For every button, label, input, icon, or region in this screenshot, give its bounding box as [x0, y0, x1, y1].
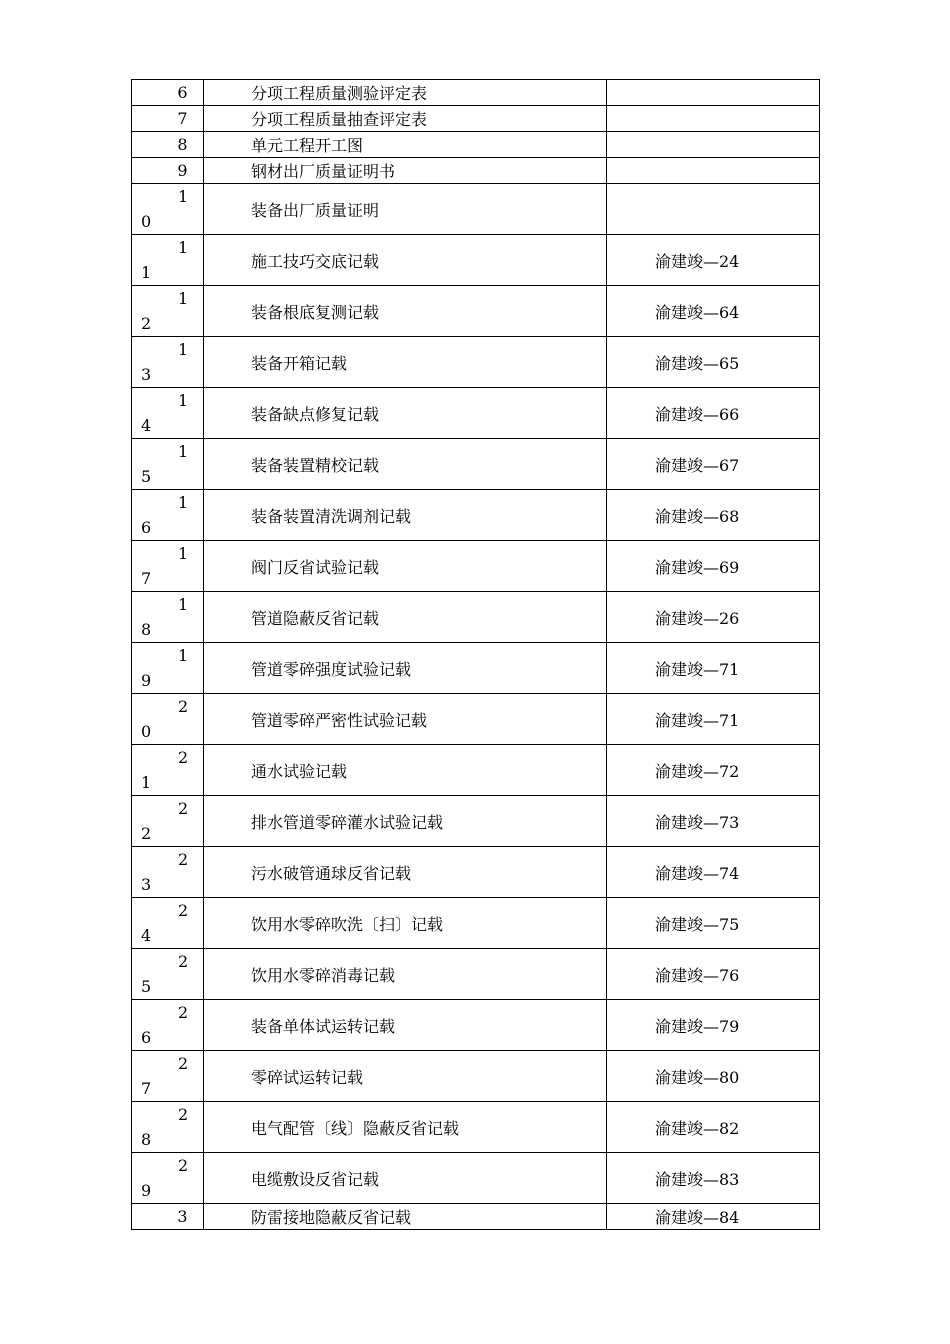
record-code: 渝建竣—71	[655, 710, 740, 730]
record-code-cell	[607, 286, 820, 337]
row-number-first-digit: 2	[178, 1054, 189, 1073]
record-name-cell	[204, 158, 607, 184]
row-number-cell	[132, 184, 204, 235]
record-name-cell	[204, 1051, 607, 1102]
record-code: 渝建竣—75	[655, 914, 740, 934]
row-number-first-digit: 2	[178, 850, 189, 869]
row-number-first-digit: 1	[178, 493, 189, 512]
row-number-cell	[132, 1051, 204, 1102]
record-code: 渝建竣—72	[655, 761, 740, 781]
row-number-cell	[132, 132, 204, 158]
row-number: 9	[177, 161, 188, 180]
row-number-cell	[132, 388, 204, 439]
row-number-second-digit: 2	[141, 824, 152, 843]
record-code-cell	[607, 439, 820, 490]
row-number: 6	[177, 83, 188, 102]
row-number-first-digit: 2	[178, 697, 189, 716]
row-number-cell	[132, 898, 204, 949]
row-number-cell	[132, 1102, 204, 1153]
row-number-first-digit: 1	[178, 391, 189, 410]
row-number-second-digit: 3	[141, 365, 152, 384]
record-name: 单元工程开工图	[251, 136, 364, 155]
record-name: 装备单体试运转记载	[251, 1016, 396, 1036]
table-row	[132, 490, 820, 541]
table-row	[132, 898, 820, 949]
row-number-cell	[132, 1153, 204, 1204]
table-row	[132, 745, 820, 796]
record-name: 饮用水零碎吹洗〔扫〕记载	[251, 914, 444, 934]
table-row	[132, 184, 820, 235]
row-number-second-digit: 4	[141, 926, 152, 945]
record-name-cell	[204, 388, 607, 439]
row-number-first-digit: 1	[178, 646, 189, 665]
record-name: 管道零碎严密性试验记载	[251, 710, 428, 730]
record-code-cell	[607, 1204, 820, 1230]
record-name-cell	[204, 1204, 607, 1230]
row-number-cell	[132, 235, 204, 286]
row-number-second-digit: 6	[141, 518, 152, 537]
record-name: 污水破管通球反省记载	[251, 863, 412, 883]
row-number-cell	[132, 490, 204, 541]
row-number-second-digit: 7	[141, 569, 152, 588]
record-code-cell	[607, 949, 820, 1000]
record-name-cell	[204, 490, 607, 541]
record-code: 渝建竣—73	[655, 812, 740, 832]
row-number-first-digit: 1	[178, 187, 189, 206]
record-code: 渝建竣—68	[655, 506, 740, 526]
row-number-first-digit: 1	[178, 340, 189, 359]
row-number-first-digit: 1	[178, 595, 189, 614]
record-code: 渝建竣—79	[655, 1016, 740, 1036]
record-name: 电气配管〔线〕隐蔽反省记载	[251, 1118, 460, 1138]
row-number-cell	[132, 847, 204, 898]
record-code: 渝建竣—65	[655, 353, 740, 373]
row-number-second-digit: 5	[141, 977, 152, 996]
record-code: 渝建竣—26	[655, 608, 740, 628]
row-number-cell	[132, 337, 204, 388]
row-number-first-digit: 2	[178, 799, 189, 818]
record-name: 分项工程质量测验评定表	[251, 84, 428, 103]
row-number-second-digit: 4	[141, 416, 152, 435]
row-number-cell	[132, 694, 204, 745]
row-number-second-digit: 8	[141, 1130, 152, 1149]
record-name: 管道隐蔽反省记载	[251, 608, 380, 628]
table-row	[132, 80, 820, 106]
record-code: 渝建竣—82	[655, 1118, 740, 1138]
record-code: 渝建竣—64	[655, 302, 740, 322]
row-number-second-digit: 1	[141, 773, 152, 792]
row-number-first-digit: 2	[178, 1156, 189, 1175]
record-code-cell	[607, 541, 820, 592]
table-row	[132, 592, 820, 643]
row-number: 8	[177, 135, 188, 154]
record-code-cell	[607, 490, 820, 541]
row-number-second-digit: 3	[141, 875, 152, 894]
row-number-second-digit: 6	[141, 1028, 152, 1047]
record-name-cell	[204, 439, 607, 490]
row-number-cell	[132, 80, 204, 106]
row-number: 3	[177, 1207, 188, 1226]
record-name-cell	[204, 643, 607, 694]
row-number-cell	[132, 286, 204, 337]
row-number-cell	[132, 106, 204, 132]
record-code: 渝建竣—24	[655, 251, 740, 271]
record-code: 渝建竣—83	[655, 1169, 740, 1189]
record-code: 渝建竣—80	[655, 1067, 740, 1087]
record-name: 施工技巧交底记载	[251, 251, 380, 271]
record-name-cell	[204, 1153, 607, 1204]
record-code-cell	[607, 745, 820, 796]
row-number-first-digit: 1	[178, 544, 189, 563]
record-code-cell	[607, 898, 820, 949]
record-name-cell	[204, 337, 607, 388]
table-row	[132, 106, 820, 132]
record-code-cell	[607, 80, 820, 106]
table-row	[132, 1153, 820, 1204]
table-row	[132, 1000, 820, 1051]
table-row	[132, 847, 820, 898]
record-code: 渝建竣—76	[655, 965, 740, 985]
row-number-second-digit: 7	[141, 1079, 152, 1098]
record-code-cell	[607, 643, 820, 694]
table-row	[132, 132, 820, 158]
record-name-cell	[204, 184, 607, 235]
row-number-cell	[132, 1000, 204, 1051]
record-code-cell	[607, 132, 820, 158]
record-name: 饮用水零碎消毒记载	[251, 965, 396, 985]
table-row	[132, 949, 820, 1000]
row-number: 7	[177, 109, 188, 128]
record-list-body	[132, 80, 820, 1230]
row-number-first-digit: 2	[178, 1105, 189, 1124]
record-name: 分项工程质量抽查评定表	[251, 110, 428, 129]
record-code-cell	[607, 1000, 820, 1051]
record-name: 管道零碎强度试验记载	[251, 659, 412, 679]
row-number-second-digit: 9	[141, 671, 152, 690]
row-number-cell	[132, 541, 204, 592]
record-name: 防雷接地隐蔽反省记载	[251, 1208, 412, 1227]
table-row	[132, 1102, 820, 1153]
row-number-first-digit: 2	[178, 952, 189, 971]
record-name: 钢材出厂质量证明书	[251, 162, 396, 181]
record-name-cell	[204, 106, 607, 132]
record-name: 电缆敷设反省记载	[251, 1169, 380, 1189]
row-number-cell	[132, 643, 204, 694]
record-name: 零碎试运转记载	[251, 1067, 364, 1087]
record-code-cell	[607, 184, 820, 235]
record-code: 渝建竣—71	[655, 659, 740, 679]
record-code-cell	[607, 694, 820, 745]
record-name-cell	[204, 796, 607, 847]
row-number-cell	[132, 949, 204, 1000]
record-code-cell	[607, 1051, 820, 1102]
record-name: 装备装置清洗调剂记载	[251, 506, 412, 526]
row-number-second-digit: 8	[141, 620, 152, 639]
record-code-cell	[607, 592, 820, 643]
record-code-cell	[607, 388, 820, 439]
row-number-cell	[132, 592, 204, 643]
record-code: 渝建竣—84	[655, 1208, 740, 1227]
row-number-first-digit: 2	[178, 1003, 189, 1022]
record-name-cell	[204, 286, 607, 337]
record-name: 装备开箱记载	[251, 353, 348, 373]
record-code-cell	[607, 1153, 820, 1204]
record-name: 排水管道零碎灌水试验记载	[251, 812, 444, 832]
row-number-first-digit: 2	[178, 901, 189, 920]
record-name-cell	[204, 541, 607, 592]
record-code-cell	[607, 106, 820, 132]
record-name-cell	[204, 694, 607, 745]
row-number-cell	[132, 158, 204, 184]
row-number-second-digit: 5	[141, 467, 152, 486]
table-row	[132, 235, 820, 286]
row-number-cell	[132, 796, 204, 847]
table-row	[132, 1204, 820, 1230]
row-number-second-digit: 0	[141, 722, 152, 741]
row-number-first-digit: 2	[178, 748, 189, 767]
row-number-second-digit: 1	[141, 263, 152, 282]
row-number-cell	[132, 439, 204, 490]
record-name: 装备出厂质量证明	[251, 200, 380, 220]
record-code: 渝建竣—74	[655, 863, 740, 883]
record-name: 装备根底复测记载	[251, 302, 380, 322]
record-code-cell	[607, 796, 820, 847]
record-code: 渝建竣—66	[655, 404, 740, 424]
record-name-cell	[204, 745, 607, 796]
table-row	[132, 388, 820, 439]
row-number-cell	[132, 1204, 204, 1230]
record-code-cell	[607, 337, 820, 388]
table-row	[132, 541, 820, 592]
record-name: 装备装置精校记载	[251, 455, 380, 475]
record-name-cell	[204, 80, 607, 106]
table-row	[132, 643, 820, 694]
record-code-cell	[607, 158, 820, 184]
table-row	[132, 439, 820, 490]
record-name-cell	[204, 898, 607, 949]
record-code: 渝建竣—69	[655, 557, 740, 577]
table-row	[132, 694, 820, 745]
record-name: 装备缺点修复记载	[251, 404, 380, 424]
table-row	[132, 286, 820, 337]
record-name-cell	[204, 949, 607, 1000]
table-row	[132, 1051, 820, 1102]
row-number-first-digit: 1	[178, 442, 189, 461]
record-code-cell	[607, 235, 820, 286]
row-number-second-digit: 0	[141, 212, 152, 231]
record-code: 渝建竣—67	[655, 455, 740, 475]
table-row	[132, 337, 820, 388]
record-name-cell	[204, 235, 607, 286]
record-name-cell	[204, 847, 607, 898]
record-name-cell	[204, 132, 607, 158]
row-number-first-digit: 1	[178, 289, 189, 308]
record-list-table	[131, 79, 820, 1230]
record-name-cell	[204, 592, 607, 643]
record-name: 通水试验记载	[251, 761, 348, 781]
record-code-cell	[607, 847, 820, 898]
record-code-cell	[607, 1102, 820, 1153]
record-name-cell	[204, 1102, 607, 1153]
row-number-cell	[132, 745, 204, 796]
record-name-cell	[204, 1000, 607, 1051]
table-row	[132, 796, 820, 847]
table-row	[132, 158, 820, 184]
row-number-first-digit: 1	[178, 238, 189, 257]
row-number-second-digit: 2	[141, 314, 152, 333]
record-name: 阀门反省试验记载	[251, 557, 380, 577]
row-number-second-digit: 9	[141, 1181, 152, 1200]
